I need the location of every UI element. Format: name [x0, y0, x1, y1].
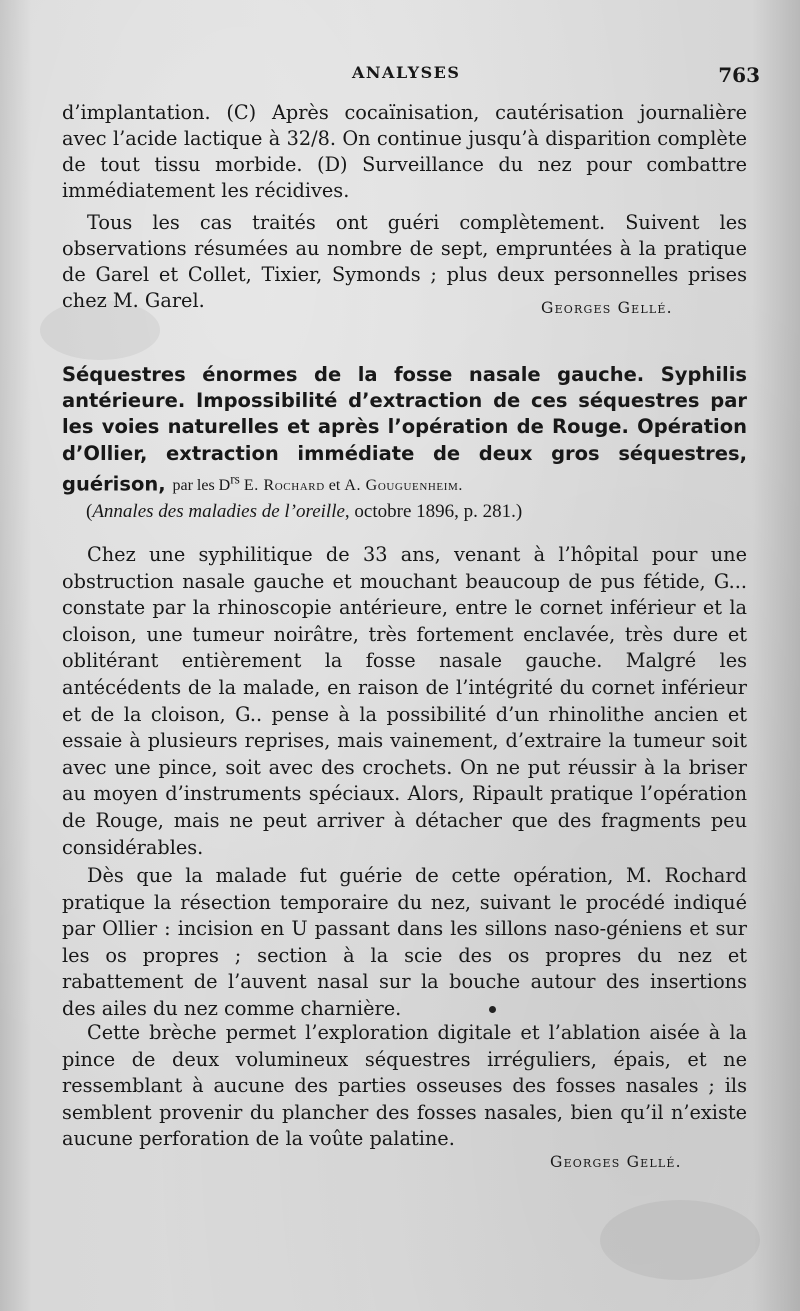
- article-title-block: [62, 362, 747, 499]
- page-number: 763: [718, 63, 760, 87]
- running-head-title: ANALYSES: [352, 63, 461, 82]
- source-open: (: [86, 501, 93, 523]
- signature-georges-gelle-2: Georges Gellé.: [550, 1153, 682, 1171]
- source-journal: Annales des maladies de l’oreille: [92, 501, 345, 523]
- author-rochard: E. Rochard: [243, 477, 325, 495]
- paragraph-implantation: d’implantation. (C) Après cocaïnisation, cautérisation journalière avec l’acide lactique à 32/8. On continue jusqu’à disparition complète de tout tissu morbide. (D) Surveillance du nez pour combattre immédiatement les récidives.: [62, 101, 747, 202]
- authors-conj: et: [328, 477, 341, 495]
- article-heading: [62, 362, 747, 525]
- signature-georges-gelle-1: Georges Gellé.: [541, 299, 673, 317]
- running-head: [0, 63, 800, 89]
- ink-dot: [489, 1006, 496, 1013]
- paper-stain: [600, 1200, 760, 1280]
- source-rest: , octobre 1896, p. 281.): [344, 501, 523, 523]
- paragraph-cas-traites: Tous les cas traités ont guéri complètement. Suivent les observations résumées au nombre de sept, empruntées à la pratique de Garel et Collet, Tixier, Symonds ; plus deux personnelles prises chez M. Garel.: [62, 211, 747, 312]
- authors-prefix: par les D: [172, 477, 231, 495]
- paragraph-resection: Dès que la malade fut guérie de cette opération, M. Rochard pratique la résection temporaire du nez, suivant le procédé indiqué par Ollier : incision en U passant dans les sillons naso-géniens et sur les os propres ; section à la scie des os propres du nez et rabattement de l’auvent nasal sur la bouche autour des insertions des ailes du nez comme charnière.: [62, 864, 747, 1020]
- article-source: [62, 499, 747, 525]
- author-gouguenheim: A. Gouguenheim.: [344, 477, 463, 495]
- paragraph-breche: Cette brèche permet l’exploration digitale et l’ablation aisée à la pince de deux volumineux séquestres irréguliers, épais, et ne ressemblant à aucune des parties osseuses des fosses nasales ; ils semblent provenir du plancher des fosses nasales, bien qu’il n’existe aucune perforation de la voûte palatine.: [62, 1021, 747, 1151]
- paragraph-syphilitique: Chez une syphilitique de 33 ans, venant à l’hôpital pour une obstruction nasale gauche et mouchant beaucoup de pus fétide, G... constate par la rhinoscopie antérieure, entre le cornet inférieur et la cloison, une tumeur noirâtre, très fortement enclavée, très dure et oblitérant entièrement la fosse nasale gauche. Malgré les antécédents de la malade, en raison de l’intégrité du cornet inférieur et de la cloison, G.. pense à la possibilité d’un rhinolithe ancien et essaie à plusieurs reprises, mais vainement, d’extraire la tumeur soit avec une pince, soit avec des crochets. On ne put réussir à la briser au moyen d’instruments spéciaux. Alors, Ripault pratique l’opération de Rouge, mais ne peut arriver à détacher que des fragments peu considérables.: [62, 543, 747, 859]
- article-title: Séquestres énormes de la fosse nasale gauche. Syphilis antérieure. Impossibilité d’extraction de ces séquestres par les voies naturelles et après l’opération de Rouge. Opération d’Ollier, extraction immédiate de deux gros séquestres, guérison,: [62, 363, 747, 496]
- authors-sup: rs: [230, 471, 240, 487]
- article-authors: [172, 471, 463, 495]
